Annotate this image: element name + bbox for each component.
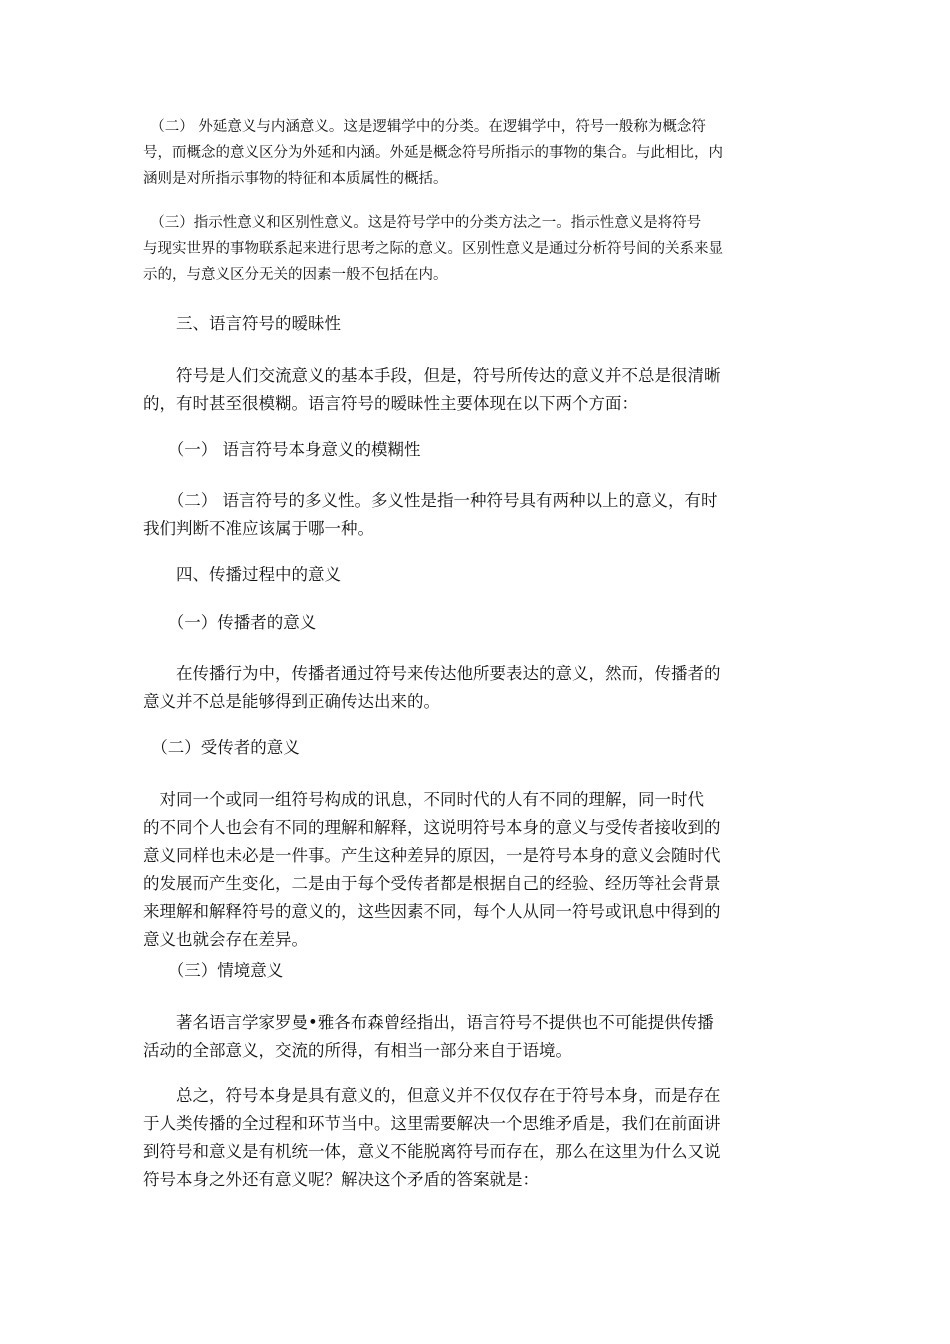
text-line: （一）传播者的意义 — [143, 613, 317, 632]
text-line: （三）指示性意义和区别性意义。这是符号学中的分类方法之一。指示性意义是将符号 — [143, 215, 702, 231]
text-line: 到符号和意义是有机统一体，意义不能脱离符号而存在，那么在这里为什么又说 — [143, 1142, 721, 1161]
text-line: （二）受传者的意义 — [143, 738, 300, 757]
paragraph-conclusion — [143, 1082, 808, 1194]
paragraph-communicator-meaning — [143, 660, 808, 716]
heading-ambiguity — [143, 310, 808, 338]
text-line: 与现实世界的事物联系起来进行思考之际的意义。区别性意义是通过分析符号间的关系来显 — [143, 241, 723, 257]
text-line: 涵则是对所指示事物的特征和本质属性的概括。 — [143, 171, 448, 187]
text-line: 活动的全部意义，交流的所得，有相当一部分来自于语境。 — [143, 1041, 572, 1060]
text-line: 的不同个人也会有不同的理解和解释，这说明符号本身的意义与受传者接收到的 — [143, 818, 721, 837]
paragraph-ambiguity-intro — [143, 362, 808, 418]
text-line: 三、语言符号的暧昧性 — [143, 314, 341, 333]
paragraph-indicative-distinctive — [143, 210, 808, 288]
text-line: 意义并不总是能够得到正确传达出来的。 — [143, 692, 440, 711]
subheading-situational-meaning — [143, 957, 808, 985]
text-line: 的，有时甚至很模糊。语言符号的暧昧性主要体现在以下两个方面： — [143, 394, 638, 413]
text-line: 符号是人们交流意义的基本手段，但是，符号所传达的意义并不总是很清晰 — [143, 366, 721, 385]
text-line: 符号本身之外还有意义呢？解决这个矛盾的答案就是： — [143, 1170, 539, 1189]
subheading-vagueness — [143, 436, 808, 464]
text-line: （三）情境意义 — [143, 961, 284, 980]
text-line: 在传播行为中，传播者通过符号来传达他所要表达的意义，然而，传播者的 — [143, 664, 721, 683]
text-line: 总之，符号本身是具有意义的，但意义并不仅仅存在于符号本身，而是存在 — [143, 1086, 721, 1105]
subheading-communicator-meaning — [143, 609, 808, 637]
text-line: （一） 语言符号本身意义的模糊性 — [143, 440, 421, 459]
paragraph-jakobson — [143, 1009, 808, 1065]
text-line: 著名语言学家罗曼•雅各布森曾经指出，语言符号不提供也不可能提供传播 — [143, 1013, 714, 1032]
heading-meaning-in-communication — [143, 561, 808, 589]
subheading-receiver-meaning — [143, 734, 808, 762]
text-line: 示的，与意义区分无关的因素一般不包括在内。 — [143, 267, 448, 283]
text-line: 我们判断不准应该属于哪一种。 — [143, 519, 374, 538]
text-line: 四、传播过程中的意义 — [143, 565, 341, 584]
text-line: （二） 语言符号的多义性。多义性是指一种符号具有两种以上的意义，有时 — [143, 491, 718, 510]
paragraph-polysemy — [143, 487, 808, 543]
text-line: 于人类传播的全过程和环节当中。这里需要解决一个思维矛盾是，我们在前面讲 — [143, 1114, 721, 1133]
text-line: 来理解和解释符号的意义的，这些因素不同，每个人从同一符号或讯息中得到的 — [143, 902, 721, 921]
paragraph-receiver-meaning — [143, 786, 808, 954]
text-line: （二） 外延意义与内涵意义。这是逻辑学中的分类。在逻辑学中，符号一般称为概念符 — [143, 119, 706, 135]
text-line: 对同一个或同一组符号构成的讯息，不同时代的人有不同的理解，同一时代 — [143, 790, 704, 809]
text-line: 号，而概念的意义区分为外延和内涵。外延是概念符号所指示的事物的集合。与此相比，内 — [143, 145, 723, 161]
text-line: 意义同样也未必是一件事。产生这种差异的原因，一是符号本身的意义会随时代 — [143, 846, 721, 865]
paragraph-denotation-connotation — [143, 114, 808, 192]
text-line: 意义也就会存在差异。 — [143, 930, 308, 949]
text-line: 的发展而产生变化，二是由于每个受传者都是根据自己的经验、经历等社会背景 — [143, 874, 721, 893]
